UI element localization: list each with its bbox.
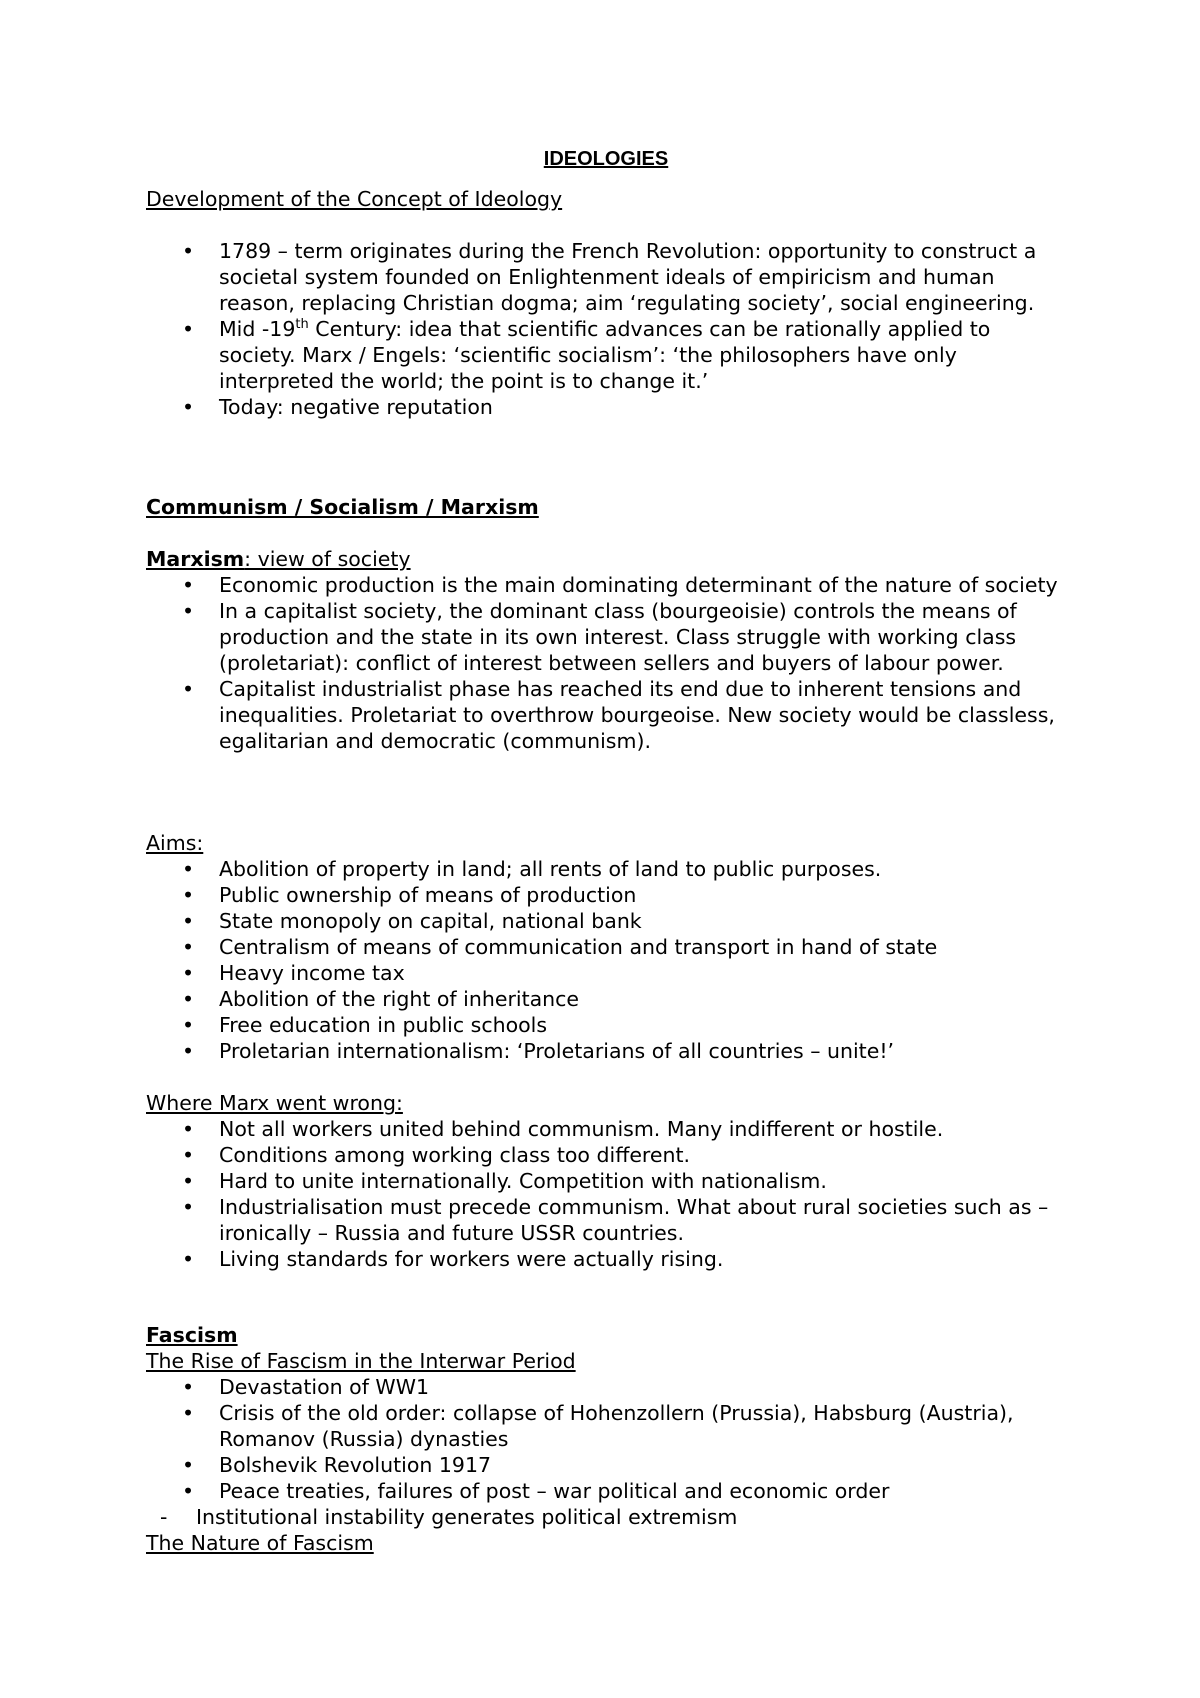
- list-item: • 1789 – term originates during the French Revolution: opportunity to construct a societal system founded on Enlightenment ideals of empiricism and human reason, replacing Christian dogma; aim ‘regulating society’, social engineering.: [182, 239, 1037, 315]
- bullet-icon: •: [182, 1169, 195, 1193]
- list-item: • Living standards for workers were actually rising.: [182, 1247, 724, 1271]
- bullet-icon: •: [182, 1453, 195, 1477]
- bullet-icon: •: [182, 395, 195, 419]
- dash-list-item: - Institutional instability generates political extremism: [160, 1505, 738, 1529]
- marxism-label: Marxism: view of society: [146, 547, 411, 571]
- list-item: • Peace treaties, failures of post – war political and economic order: [182, 1479, 890, 1503]
- nature-of-fascism-heading: The Nature of Fascism: [146, 1531, 374, 1555]
- list-item: • Heavy income tax: [182, 961, 405, 985]
- section-heading-communism: Communism / Socialism / Marxism: [146, 495, 539, 519]
- list-item: • Public ownership of means of production: [182, 883, 637, 907]
- rise-of-fascism-heading: The Rise of Fascism in the Interwar Period: [146, 1349, 576, 1373]
- bullet-icon: •: [182, 1375, 195, 1399]
- list-item: • Abolition of property in land; all rents of land to public purposes.: [182, 857, 882, 881]
- bullet-icon: •: [182, 1013, 195, 1037]
- ideology-list: [146, 238, 1066, 420]
- list-item: • Bolshevik Revolution 1917: [182, 1453, 492, 1477]
- bullet-icon: •: [182, 857, 195, 881]
- list-item: • Centralism of means of communication and transport in hand of state: [182, 935, 938, 959]
- list-item: • Abolition of the right of inheritance: [182, 987, 580, 1011]
- aims-list: [146, 856, 1066, 1064]
- list-item: • Proletarian internationalism: ‘Proletarians of all countries – unite!’: [182, 1039, 895, 1063]
- list-item: • Devastation of WW1: [182, 1375, 430, 1399]
- bullet-icon: •: [182, 1401, 195, 1425]
- wrong-list: [146, 1116, 1066, 1272]
- bullet-icon: •: [182, 1143, 195, 1167]
- list-item: • Conditions among working class too different.: [182, 1143, 691, 1167]
- list-item: • Economic production is the main dominating determinant of the nature of society: [182, 573, 1058, 597]
- list-item: • Crisis of the old order: collapse of Hohenzollern (Prussia), Habsburg (Austria), Romanov (Russia) dynasties: [182, 1401, 1014, 1451]
- bullet-icon: •: [182, 1479, 195, 1503]
- list-item: • Industrialisation must precede communism. What about rural societies such as – ironically – Russia and future USSR countries.: [182, 1195, 1049, 1245]
- bullet-icon: •: [182, 1117, 195, 1141]
- list-item: • Mid -19th Century: idea that scientific advances can be rationally applied to society. Marx / Engels: ‘scientific socialism’: ‘the philosophers have only interpreted the world; the point is to change it.’: [182, 317, 991, 393]
- document-title: IDEOLOGIES: [543, 148, 669, 170]
- where-marx-went-wrong-heading: Where Marx went wrong:: [146, 1091, 403, 1115]
- bullet-icon: •: [182, 599, 195, 623]
- list-item: • State monopoly on capital, national bank: [182, 909, 642, 933]
- bullet-icon: •: [182, 1247, 195, 1271]
- bullet-icon: •: [182, 909, 195, 933]
- bullet-icon: •: [182, 883, 195, 907]
- bullet-icon: •: [182, 317, 195, 341]
- bullet-icon: •: [182, 935, 195, 959]
- list-item: • In a capitalist society, the dominant class (bourgeoisie) controls the means of production and the state in its own interest. Class struggle with working class (proletariat): conflict of interest between sellers and buyers of labour power.: [182, 599, 1017, 675]
- dash-icon: -: [160, 1505, 168, 1529]
- list-item: • Free education in public schools: [182, 1013, 548, 1037]
- bullet-icon: •: [182, 961, 195, 985]
- fascism-list: [146, 1374, 1066, 1504]
- section-heading-ideology: Development of the Concept of Ideology: [146, 187, 563, 211]
- document-content: [146, 0, 1066, 1555]
- bullet-icon: •: [182, 239, 195, 263]
- section-heading-fascism: Fascism: [146, 1323, 238, 1347]
- list-item: • Not all workers united behind communism. Many indifferent or hostile.: [182, 1117, 944, 1141]
- bullet-icon: •: [182, 677, 195, 701]
- bullet-icon: •: [182, 573, 195, 597]
- list-item: • Capitalist industrialist phase has reached its end due to inherent tensions and inequalities. Proletariat to overthrow bourgeoise. New society would be classless, egalitarian and democratic (communism).: [182, 677, 1055, 753]
- bullet-icon: •: [182, 1039, 195, 1063]
- aims-heading: Aims:: [146, 831, 204, 855]
- list-item: • Hard to unite internationally. Competition with nationalism.: [182, 1169, 827, 1193]
- list-item: • Today: negative reputation: [182, 395, 493, 419]
- bullet-icon: •: [182, 1195, 195, 1219]
- bullet-icon: •: [182, 987, 195, 1011]
- marxism-list: [146, 572, 1066, 754]
